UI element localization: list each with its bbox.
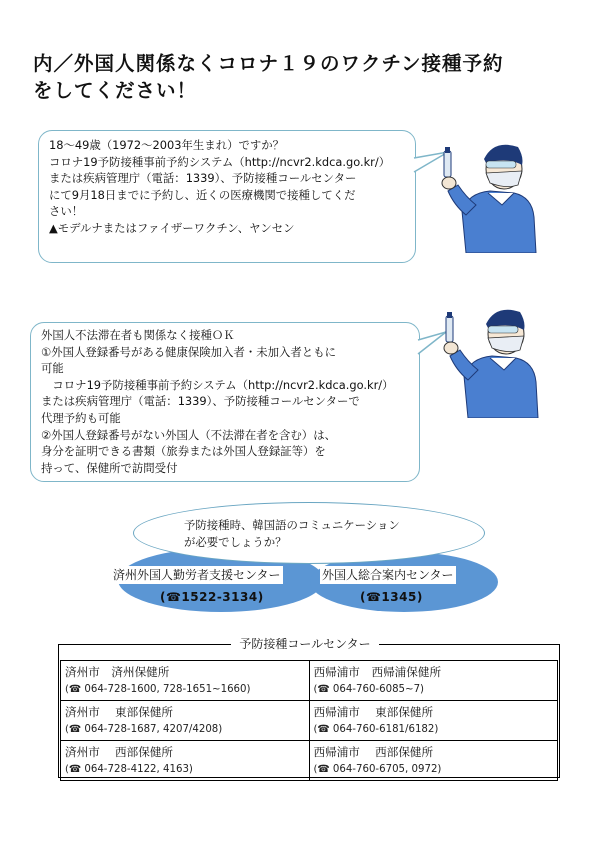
phone-icon: (☎ [65, 764, 82, 775]
bubble-line: さい！ [49, 204, 84, 219]
phone-icon: (☎ [313, 684, 330, 695]
info-bubble-age-group [38, 130, 416, 263]
center-name-left: 済州外国人勤労者支援センター [113, 568, 281, 582]
phone-icon: (☎ [65, 724, 82, 735]
table-cell [309, 701, 558, 741]
center-name-right: 外国人総合案内センター [322, 568, 454, 582]
bubble-line: コロナ19予防接種事前予約システム（http://ncvr2.kdca.go.kr/） [49, 154, 391, 169]
question-line-1: 予防接種時、韓国語のコミュニケーション [184, 518, 400, 532]
bubble-line: コロナ19予防接種事前予約システム（http://ncvr2.kdca.go.kr/） [41, 377, 394, 392]
table-row [61, 741, 558, 781]
tel-number: 064-760-6181/6182) [332, 724, 439, 735]
table-cell [309, 741, 558, 781]
health-center-name: 済州市 東部保健所 [65, 705, 174, 719]
page-title [33, 50, 593, 104]
health-center-tel [314, 761, 554, 778]
korean-communication-question [184, 517, 400, 551]
doctor-illustration [428, 135, 538, 253]
call-center-title-text: 予防接種コールセンター [231, 637, 378, 651]
doctor-illustration [430, 300, 540, 418]
health-center-name: 西帰浦市 西部保健所 [313, 745, 434, 759]
table-cell [61, 701, 310, 741]
bubble-line: 身分を証明できる書類（旅券または外国人登録証等）を [41, 444, 326, 459]
center-phone-left: (☎1522-3134) [160, 590, 264, 604]
health-center-tel [314, 681, 554, 698]
health-center-name: 西帰浦市 東部保健所 [313, 705, 434, 719]
info-bubble-undocumented [30, 322, 420, 482]
health-center-name: 西帰浦市 西帰浦保健所 [313, 665, 442, 679]
health-center-tel [314, 721, 554, 738]
phone-icon: (☎ [65, 684, 82, 695]
phone-icon: (☎ [313, 724, 330, 735]
health-center-tel [65, 721, 305, 738]
bubble-line: にて9月18日までに予約し、近くの医療機関で接種してくだ [49, 187, 356, 202]
call-center-title [0, 636, 610, 652]
tel-number: 064-728-1600, 728-1651~1660) [84, 684, 251, 695]
bubble-line: または疾病管理庁（電話：1339）、予防接種コールセンター [49, 171, 357, 186]
phone-icon: (☎ [313, 764, 330, 775]
tel-number: 064-728-4122, 4163) [84, 764, 193, 775]
bubble-line: 18～49歳（1972～2003年生まれ）ですか？ [49, 138, 285, 152]
bubble-line: ▲モデルナまたはファイザーワクチン、ヤンセン [49, 220, 295, 235]
table-row [61, 661, 558, 701]
tel-number: 064-760-6705, 0972) [332, 764, 442, 775]
title-line-2: をしてください！ [33, 79, 198, 102]
bubble-line: 外国人不法滞在者も関係なく接種ＯＫ [41, 328, 235, 342]
center-phone-right: (☎1345) [360, 590, 423, 604]
tel-number: 064-728-1687, 4207/4208) [84, 724, 223, 735]
table-row [61, 701, 558, 741]
bubble-line: 持って、保健所で訪問受付 [41, 460, 178, 475]
bubble-line: 可能 [41, 361, 64, 376]
bubble-line: ①外国人登録番号がある健康保険加入者・未加入者ともに [41, 344, 336, 359]
table-cell [61, 741, 310, 781]
bubble-line: 代理予約も可能 [41, 410, 121, 425]
tel-number: 064-760-6085~7) [332, 684, 425, 695]
question-line-2: が必要でしょうか？ [184, 535, 287, 549]
health-center-name: 済州市 済州保健所 [65, 665, 170, 679]
bubble-line: または疾病管理庁（電話：1339）、予防接種コールセンターで [41, 394, 360, 409]
bubble-line: ②外国人登録番号がない外国人（不法滞在者を含む）は、 [41, 427, 336, 442]
table-cell [61, 661, 310, 701]
table-cell [309, 661, 558, 701]
health-center-tel [65, 761, 305, 778]
health-center-name: 済州市 西部保健所 [65, 745, 174, 759]
title-line-1: 内／外国人関係なくコロナ１９のワクチン接種予約 [33, 52, 504, 75]
call-center-table [60, 660, 558, 781]
health-center-tel [65, 681, 305, 698]
